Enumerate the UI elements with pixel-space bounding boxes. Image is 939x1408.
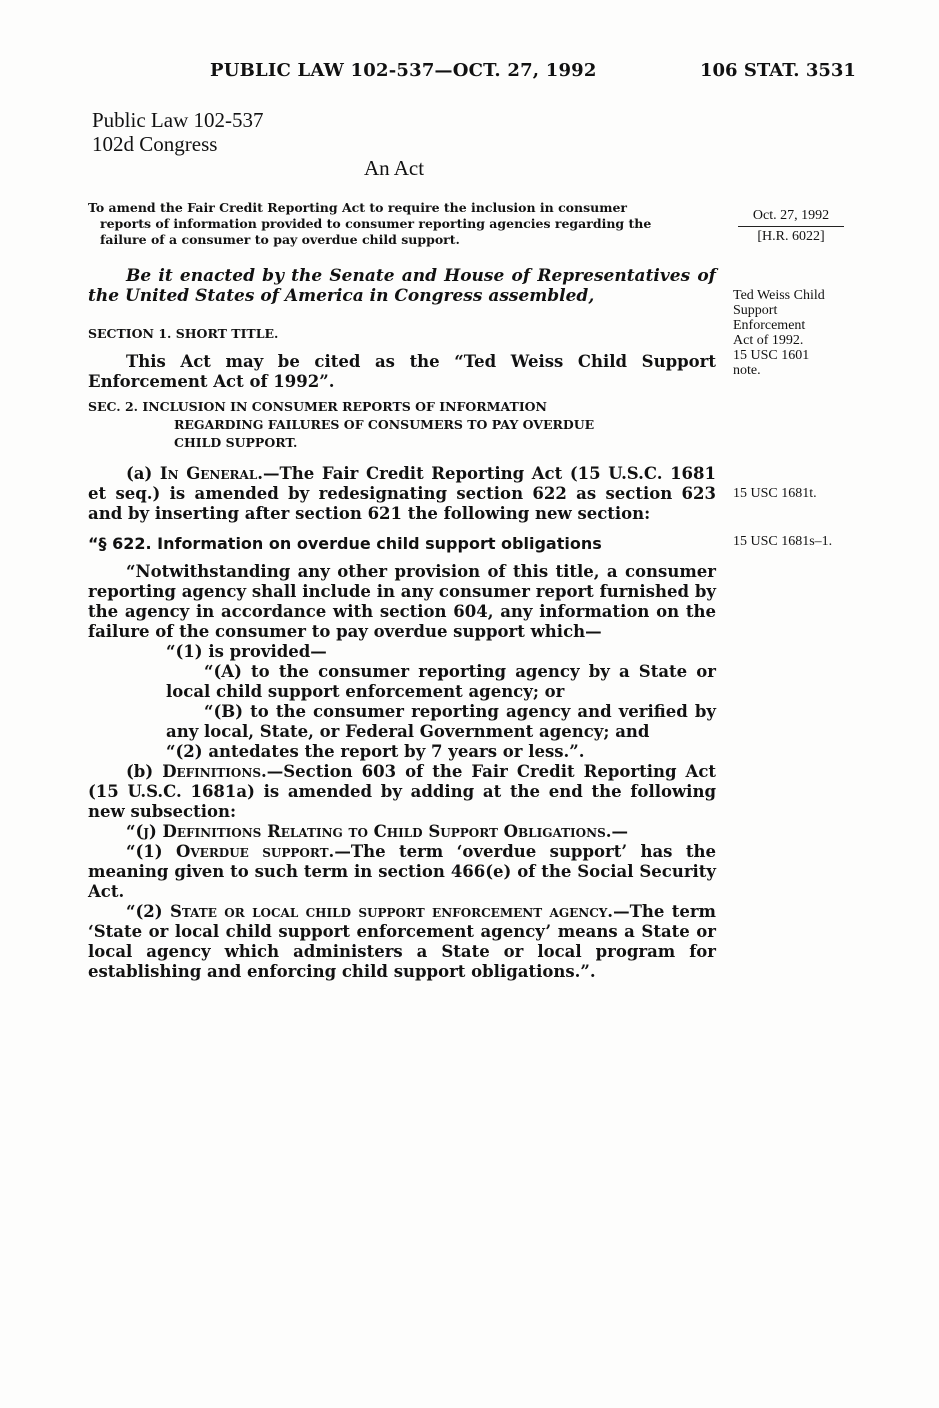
paragraph-j1 bbox=[88, 842, 716, 902]
section1-text: This Act may be cited as the “Ted Weiss Child Support Enforcement Act of 1992”. bbox=[88, 352, 716, 391]
purpose-line: failure of a consumer to pay overdue child support. bbox=[100, 232, 460, 247]
subsection-b-text: —Section 603 of the Fair Credit Reporting Act (15 U.S.C. 1681a) is amended by adding at the end the following new subsection: bbox=[88, 762, 716, 821]
new-section-622-text: “Notwithstanding any other provision of this title, a consumer reporting agency shall include in any consumer report furnished by the agency in accordance with section 604, any information on the failure of the consumer to pay overdue support which— bbox=[88, 562, 716, 641]
section2-heading bbox=[88, 398, 716, 452]
item-1A: “(A) to the consumer reporting agency by a State or local child support enforcement agency; or bbox=[166, 662, 716, 701]
congress-label: 102d Congress bbox=[92, 132, 218, 156]
subsection-b bbox=[88, 762, 716, 822]
subsection-a-text: —The Fair Credit Reporting Act (15 U.S.C. 1681 et seq.) is amended by redesignating section 622 as section 623 and by inserting after section 621 the following new section: bbox=[88, 464, 716, 523]
margin-note-line: note. bbox=[733, 363, 761, 378]
purpose-statement bbox=[88, 200, 716, 248]
bill-number: [H.R. 6022] bbox=[757, 229, 825, 244]
subsection-j-heading: “(j) Definitions Relating to Child Support Obligations.— bbox=[126, 822, 628, 841]
margin-note-line: Support bbox=[733, 303, 778, 318]
enacting-clause: Be it enacted by the Senate and House of Representatives of the United States of America in Congress assembled, bbox=[88, 266, 716, 306]
paragraph-j2-text: —The term ‘State or local child support enforcement agency’ means a State or local agency which administers a State or local program for establishing and enforcing child support obligations.”. bbox=[88, 902, 716, 981]
margin-note-line: Ted Weiss Child bbox=[733, 288, 825, 303]
margin-cite-1681t: 15 USC 1681t. bbox=[733, 486, 817, 501]
an-act-title: An Act bbox=[364, 156, 425, 180]
purpose-line: reports of information provided to consumer reporting agencies regarding the bbox=[100, 216, 652, 231]
item-1B: “(B) to the consumer reporting agency and verified by any local, State, or Federal Government agency; and bbox=[166, 702, 716, 741]
margin-short-title-note bbox=[733, 288, 863, 378]
paragraph-j2-heading: State or local child support enforcement agency. bbox=[169, 902, 614, 921]
paragraph-j1-heading: Overdue support. bbox=[176, 842, 335, 861]
paragraph-j2-label: “(2) bbox=[126, 902, 170, 921]
public-law-number: Public Law 102-537 bbox=[92, 108, 264, 132]
subsection-b-label: (b) bbox=[126, 762, 163, 781]
margin-note-line: Enforcement bbox=[733, 318, 806, 333]
section2-heading-line: SEC. 2. INCLUSION IN CONSUMER REPORTS OF INFORMATION bbox=[88, 399, 547, 414]
purpose-line: To amend the Fair Credit Reporting Act to require the inclusion in consumer bbox=[88, 200, 628, 215]
subsection-a bbox=[88, 464, 716, 524]
enactment-date: Oct. 27, 1992 bbox=[752, 208, 830, 223]
margin-date-box bbox=[738, 208, 844, 244]
subsection-a-heading: In General. bbox=[159, 464, 264, 483]
margin-cite-1681s-1: 15 USC 1681s–1. bbox=[733, 534, 833, 549]
paragraph-j2 bbox=[88, 902, 716, 982]
running-header-stat-page: 106 STAT. 3531 bbox=[700, 60, 856, 81]
section2-heading-line: CHILD SUPPORT. bbox=[174, 435, 298, 450]
running-header-citation: PUBLIC LAW 102-537—OCT. 27, 1992 bbox=[210, 60, 597, 81]
subsection-b-heading: Definitions. bbox=[162, 762, 267, 781]
item-2: “(2) antedates the report by 7 years or less.”. bbox=[166, 742, 585, 761]
margin-note-line: 15 USC 1601 bbox=[733, 348, 810, 363]
item-1: “(1) is provided— bbox=[166, 642, 327, 661]
new-section-622-heading: “§ 622. Information on overdue child support obligations bbox=[88, 534, 602, 553]
section1-heading: SECTION 1. SHORT TITLE. bbox=[88, 326, 279, 341]
paragraph-j1-text: —The term ‘overdue support’ has the meaning given to such term in section 466(e) of the Social Security Act. bbox=[88, 842, 716, 901]
section2-heading-line: REGARDING FAILURES OF CONSUMERS TO PAY OVERDUE bbox=[174, 417, 595, 432]
paragraph-j1-label: “(1) bbox=[126, 842, 176, 861]
date-divider bbox=[738, 226, 844, 227]
margin-note-line: Act of 1992. bbox=[733, 333, 804, 348]
subsection-a-label: (a) bbox=[126, 464, 160, 483]
